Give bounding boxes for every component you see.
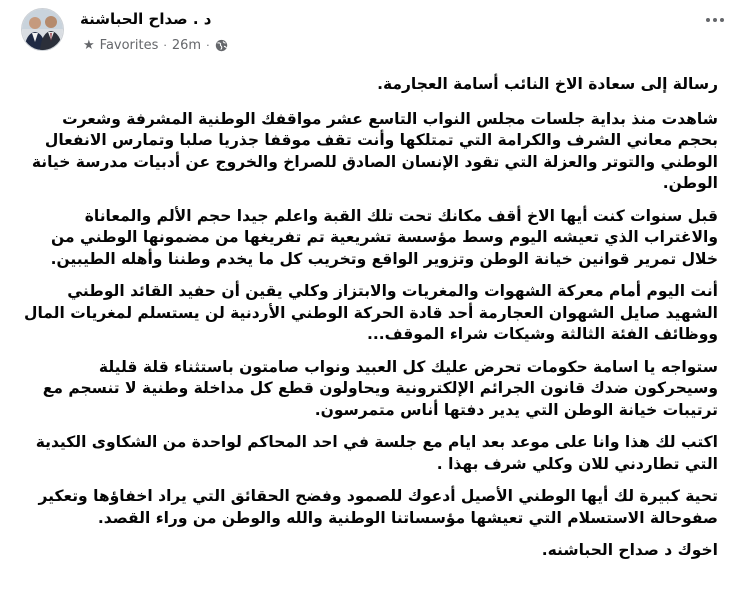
more-dot-icon	[706, 18, 710, 22]
avatar[interactable]	[21, 8, 64, 51]
post-paragraph: ستواجه يا اسامة حكومات تحرض عليك كل العبيد ونواب صامتون باستثناء قلة قليلة وسيحركون ضدك قانون الجرائم الإلكترونية ويحاولون قطع كل مداخلة وطنية لا تنسجم مع ترتيبات خيانة الوطن التي يدير دفتها أناس متمرسون.	[42, 357, 718, 419]
post-header	[0, 0, 737, 70]
post-timestamp[interactable]: 26m	[171, 38, 202, 53]
post-paragraph: أنت اليوم أمام معركة الشهوات والمغريات والابتزاز وكلي يقين أن حفيد القائد الوطني الشهيد صايل الشهوان العجارمة أحد قادة الحركة الوطني الأردنية لن يستسلم لمغريات المال ووظائف الفئة الثالثة وشيكات شراء الموقف...	[24, 282, 718, 343]
audience-label[interactable]: Favorites	[99, 38, 159, 53]
author-name[interactable]: د . صداح الحباشنة	[80, 10, 212, 28]
post-body	[22, 74, 718, 573]
more-dot-icon	[713, 18, 717, 22]
post-signature: اخوك د صداح الحباشنه.	[541, 541, 718, 559]
post-greeting: رسالة إلى سعادة الاخ النائب أسامة العجارمة.	[377, 75, 718, 93]
post-paragraph: شاهدت منذ بداية جلسات مجلس النواب التاسع عشر مواقفك الوطنية المشرفة وشعرت بحجم معاني الشرف والكرامة التي تمتلكها وأنت تقف موقفا جذريا صلبا وتمارس الانفعال الوطني والتوتر والعزلة التي تقود الإنسان الصادق للصراخ والخروج عن أدبيات مدرسة خيانة الوطن.	[31, 109, 718, 192]
meta-separator: ·	[163, 39, 167, 52]
favorites-star-icon: ★	[83, 38, 95, 53]
globe-icon[interactable]	[215, 39, 228, 52]
post-paragraph: تحية كبيرة لك أيها الوطني الأصيل أدعوك للصمود وفضح الحقائق التي يراد اخفاؤها وتعكير صفوحالة الاستسلام التي تعيشها مؤسساتنا الوطنية والله والوطن من وراء القصد.	[38, 487, 718, 527]
post-paragraph: اكتب لك هذا وانا على موعد بعد ايام مع جلسة في احد المحاكم لواحدة من الشكاوى الكيدية التي تطاردني للان وكلي شرف بهذا .	[35, 433, 718, 473]
meta-separator-2: ·	[206, 39, 210, 52]
post-meta	[83, 38, 228, 53]
avatar-photo	[22, 9, 63, 50]
post-paragraph: قبل سنوات كنت أيها الاخ أقف مكانك تحت تلك القبة واعلم جيدا حجم الألم والمعاناة والاغتراب الذي تعيشه اليوم وسط مؤسسة تشريعية تم تفريغها من مضمونها الوطني من خلال تمرير قوانين خيانة الوطن وتزوير الواقع وتخريب كل ما يخدم وطننا وأهله الطيبين.	[50, 206, 718, 268]
more-options-button[interactable]	[701, 6, 729, 34]
more-dot-icon	[720, 18, 724, 22]
